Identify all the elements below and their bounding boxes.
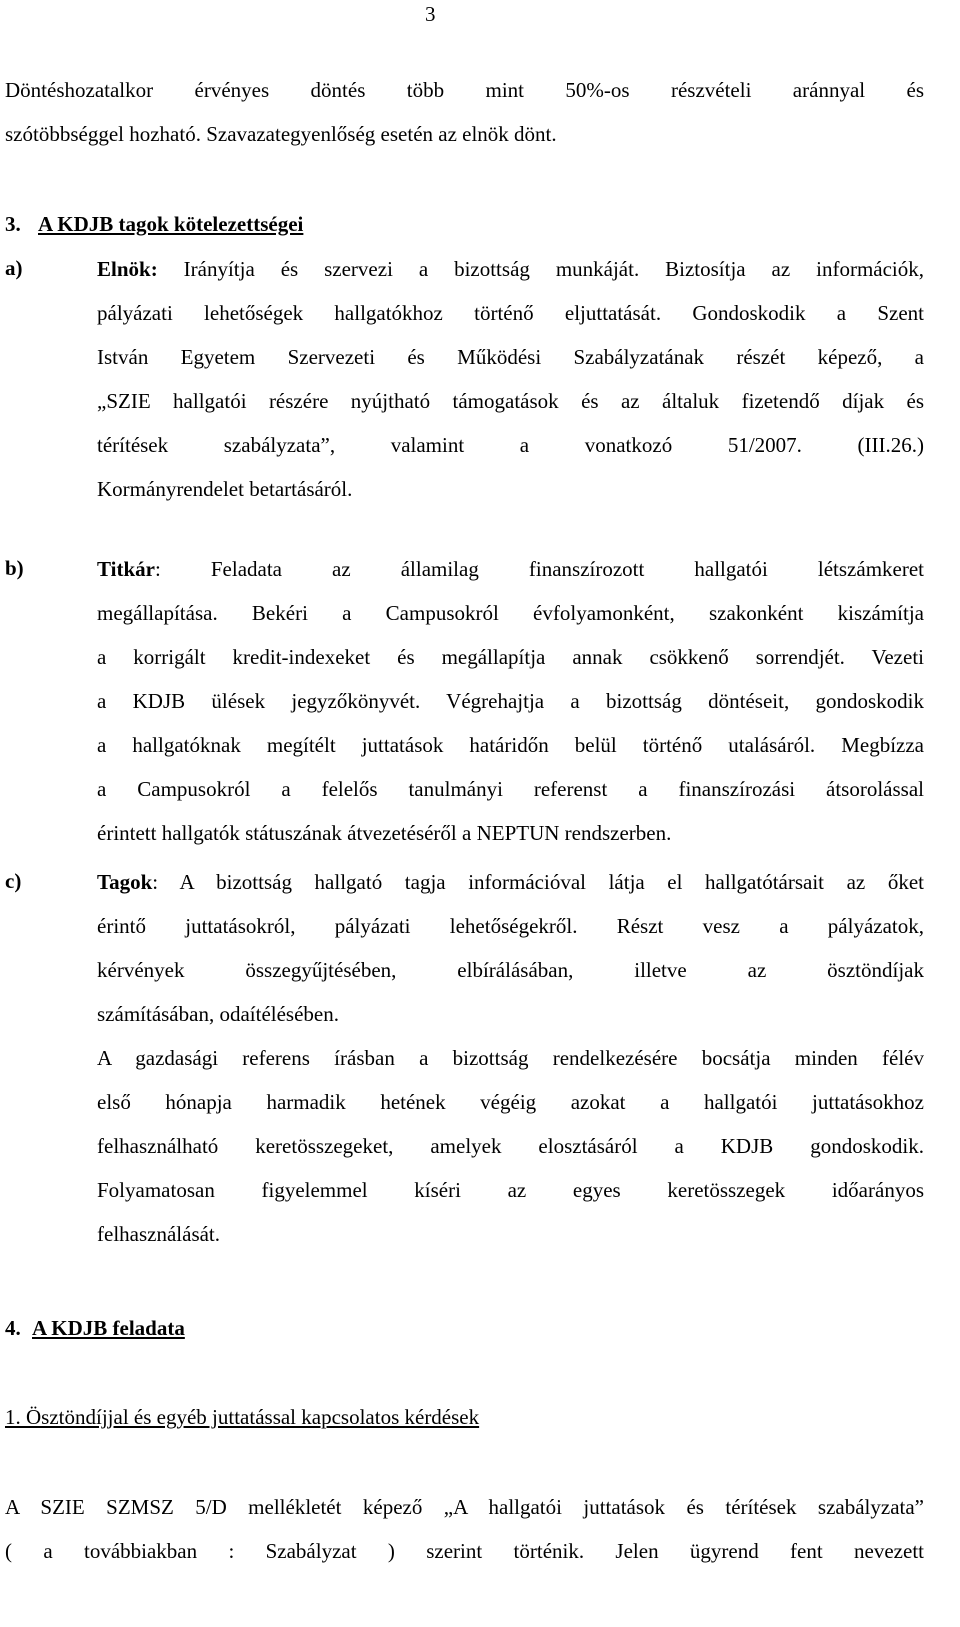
item-c-line-4: számításában, odaítélésében.	[97, 1002, 339, 1026]
extra-line-2: első hónapja harmadik hetének végéig azokat a hallgatói juttatásokhoz	[97, 1090, 924, 1114]
extra-line-4: Folyamatosan figyelemmel kíséri az egyes keretösszegek időarányos	[97, 1178, 924, 1202]
item-c-term: Tagok	[97, 870, 153, 894]
intro-line-2: szótöbbséggel hozható. Szavazategyenlőség esetén az elnök dönt.	[5, 122, 557, 146]
section-4-title: A KDJB feladata	[32, 1316, 185, 1340]
item-b-line-6: a Campusokról a felelős tanulmányi referenst a finanszírozási átsorolással	[97, 777, 924, 801]
section-4-line-1: A SZIE SZMSZ 5/D mellékletét képező „A hallgatói juttatások és térítések szabályzata”	[5, 1495, 924, 1519]
page-number: 3	[425, 2, 436, 26]
item-c-body	[97, 869, 924, 1265]
item-a-line-2: pályázati lehetőségek hallgatókhoz történő eljuttatását. Gondoskodik a Szent	[97, 301, 924, 325]
item-b-line-4: a KDJB ülések jegyzőkönyvét. Végrehajtja a bizottság döntéseit, gondoskodik	[97, 689, 924, 713]
section-4-number: 4.	[5, 1316, 21, 1340]
intro-paragraph	[5, 77, 924, 165]
item-a-line-5: térítések szabályzata”, valamint a vonatkozó 51/2007. (III.26.)	[97, 433, 924, 457]
intro-line-1: Döntéshozatalkor érvényes döntés több mint 50%-os részvételi aránnyal és	[5, 78, 924, 102]
extra-line-3: felhasználható keretösszegeket, amelyek elosztásáról a KDJB gondoskodik.	[97, 1134, 924, 1158]
item-a-line-6: Kormányrendelet betartásáról.	[97, 477, 353, 501]
item-a-line-4: „SZIE hallgatói részére nyújtható támogatások és az általuk fizetendő díjak és	[97, 389, 924, 413]
item-b-line-5: a hallgatóknak megítélt juttatások határidőn belül történő utalásáról. Megbízza	[97, 733, 924, 757]
section-4-line-2: ( a továbbiakban : Szabályzat ) szerint történik. Jelen ügyrend fent nevezett	[5, 1539, 924, 1563]
item-a-marker: a)	[5, 256, 23, 280]
item-b-term: Titkár	[97, 557, 155, 581]
extra-line-5: felhasználását.	[97, 1222, 221, 1246]
extra-line-1: A gazdasági referens írásban a bizottság rendelkezésére bocsátja minden félév	[97, 1046, 924, 1070]
section-3-heading	[5, 212, 924, 237]
item-c-line-1: Tagok: A bizottság hallgató tagja információval látja el hallgatótársait az őket	[97, 870, 924, 894]
item-b-line-3: a korrigált kredit-indexeket és megállapítja annak csökkenő sorrendjét. Vezeti	[97, 645, 924, 669]
item-b-line-7: érintett hallgatók státuszának átvezetéséről a NEPTUN rendszerben.	[97, 821, 672, 845]
item-a-line-3: István Egyetem Szervezeti és Működési Szabályzatának részét képező, a	[97, 345, 924, 369]
section-4-subtitle-text: 1. Ösztöndíjjal és egyéb juttatással kapcsolatos kérdések	[5, 1405, 480, 1429]
section-3-title: A KDJB tagok kötelezettségei	[38, 212, 304, 236]
item-c-marker: c)	[5, 869, 22, 893]
item-b-marker: b)	[5, 556, 24, 580]
item-a-term: Elnök:	[97, 257, 158, 281]
item-c-line-2: érintő juttatásokról, pályázati lehetőségekről. Részt vesz a pályázatok,	[97, 914, 924, 938]
section-4-paragraph	[5, 1494, 924, 1582]
item-a-body	[97, 256, 924, 520]
item-b-body	[97, 556, 924, 864]
item-b-line-1: Titkár: Feladata az államilag finanszírozott hallgatói létszámkeret	[97, 557, 924, 581]
item-a-line-1: Elnök: Irányítja és szervezi a bizottság munkáját. Biztosítja az információk,	[97, 257, 925, 281]
section-4-heading	[5, 1316, 924, 1341]
item-c-line-3: kérvények összegyűjtésében, elbírálásában, illetve az ösztöndíjak	[97, 958, 924, 982]
section-4-subtitle	[5, 1405, 924, 1430]
item-b-line-2: megállapítása. Bekéri a Campusokról évfolyamonként, szakonként kiszámítja	[97, 601, 924, 625]
section-3-number: 3.	[5, 212, 21, 236]
